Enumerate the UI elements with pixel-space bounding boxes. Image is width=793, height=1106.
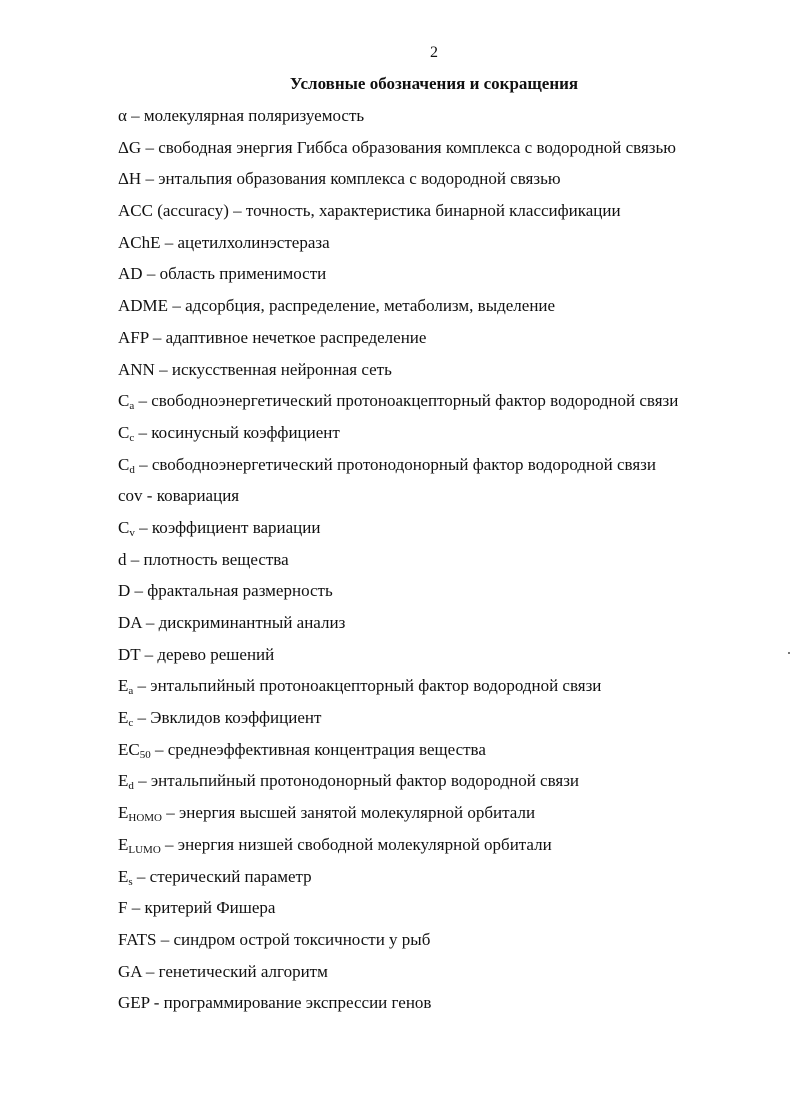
abbreviation-term: α bbox=[118, 106, 127, 125]
abbreviation-definition: генетический алгоритм bbox=[158, 961, 328, 981]
abbreviation-separator: – bbox=[126, 549, 144, 569]
abbreviation-entry bbox=[118, 296, 778, 328]
abbreviation-entry bbox=[118, 803, 778, 835]
abbreviation-definition: энергия низшей свободной молекулярной орбитали bbox=[177, 834, 552, 854]
abbreviation-separator: – bbox=[148, 327, 166, 347]
abbreviation-entry bbox=[118, 455, 778, 487]
abbreviation-subscript: HOMO bbox=[128, 812, 163, 825]
abbreviation-separator: – bbox=[156, 929, 174, 949]
abbreviation-entry bbox=[118, 423, 778, 455]
abbreviation-subscript: a bbox=[129, 400, 135, 413]
abbreviation-entry bbox=[118, 264, 778, 296]
abbreviation-definition: среднеэффективная концентрация вещества bbox=[167, 739, 486, 759]
abbreviation-term: E bbox=[118, 676, 129, 696]
abbreviation-definition: свободная энергия Гиббса образования комплекса с водородной связью bbox=[158, 137, 676, 157]
abbreviation-definition: критерий Фишера bbox=[144, 898, 276, 918]
abbreviation-subscript: v bbox=[129, 526, 135, 539]
abbreviation-definition: свободноэнергетический протоноакцепторный фактор водородной связи bbox=[151, 391, 679, 411]
abbreviation-term: E bbox=[118, 834, 129, 854]
abbreviation-separator: – bbox=[141, 613, 159, 632]
abbreviation-separator: – bbox=[162, 803, 180, 823]
abbreviation-term: DA bbox=[118, 613, 142, 632]
abbreviation-term: EC bbox=[118, 739, 140, 759]
abbreviation-entry bbox=[118, 581, 778, 613]
abbreviation-term: AChE bbox=[118, 232, 161, 252]
abbreviation-entry bbox=[118, 613, 778, 645]
abbreviation-term: D bbox=[118, 581, 131, 601]
abbreviation-entry bbox=[118, 233, 778, 265]
abbreviation-separator: – bbox=[140, 644, 158, 664]
abbreviation-definition: фрактальная размерность bbox=[147, 581, 333, 601]
abbreviation-list bbox=[118, 106, 778, 1025]
abbreviation-definition: адсорбция, распределение, метаболизм, выделение bbox=[185, 296, 556, 316]
abbreviation-separator: – bbox=[133, 676, 151, 696]
abbreviation-entry bbox=[118, 360, 778, 392]
abbreviation-separator: – bbox=[168, 296, 186, 316]
abbreviation-definition: энергия высшей занятой молекулярной орбитали bbox=[179, 803, 536, 823]
abbreviation-separator: – bbox=[134, 391, 152, 411]
abbreviation-entry bbox=[118, 518, 778, 550]
abbreviation-entry bbox=[118, 486, 778, 518]
abbreviation-separator: – bbox=[160, 834, 178, 854]
abbreviation-definition: область применимости bbox=[159, 264, 327, 284]
abbreviation-subscript: c bbox=[129, 431, 135, 444]
abbreviation-subscript: LUMO bbox=[128, 843, 161, 856]
abbreviation-term: ADME bbox=[118, 296, 169, 316]
abbreviation-definition: дискриминантный анализ bbox=[158, 613, 346, 632]
abbreviation-entry bbox=[118, 391, 778, 423]
abbreviation-subscript: d bbox=[129, 463, 135, 476]
abbreviation-term: d bbox=[118, 549, 127, 569]
abbreviation-definition: ковариация bbox=[156, 486, 240, 506]
abbreviation-definition: коэффициент вариации bbox=[151, 517, 321, 537]
abbreviation-entry bbox=[118, 708, 778, 740]
abbreviation-entry bbox=[118, 201, 778, 233]
abbreviation-term: FATS bbox=[118, 929, 157, 949]
abbreviation-definition: энтальпийный протоноакцепторный фактор водородной связи bbox=[150, 676, 602, 696]
abbreviation-entry bbox=[118, 328, 778, 360]
abbreviation-term: ΔH bbox=[118, 169, 142, 189]
abbreviation-separator: - bbox=[142, 486, 157, 506]
abbreviation-definition: синдром острой токсичности у рыб bbox=[173, 929, 431, 949]
abbreviation-separator: – bbox=[141, 961, 159, 981]
abbreviation-subscript: 50 bbox=[139, 748, 151, 761]
abbreviation-term: E bbox=[118, 803, 129, 823]
abbreviation-term: AFP bbox=[118, 327, 149, 347]
abbreviation-entry bbox=[118, 169, 778, 201]
abbreviation-definition: ацетилхолинэстераза bbox=[177, 232, 330, 252]
abbreviation-definition: молекулярная поляризуемость bbox=[143, 106, 365, 125]
abbreviation-term: C bbox=[118, 391, 130, 411]
abbreviation-separator: – bbox=[126, 106, 144, 125]
page-title: Условные обозначения и сокращения bbox=[289, 74, 579, 93]
abbreviation-separator: – bbox=[134, 422, 152, 442]
abbreviation-separator: – bbox=[141, 169, 159, 189]
scan-dot bbox=[788, 652, 790, 654]
abbreviation-term: ANN bbox=[118, 359, 155, 379]
abbreviation-term: DT bbox=[118, 644, 141, 664]
abbreviation-definition: стерический параметр bbox=[149, 866, 312, 886]
abbreviation-entry bbox=[118, 138, 778, 170]
abbreviation-separator: – bbox=[132, 866, 150, 886]
abbreviation-subscript: c bbox=[128, 717, 134, 730]
abbreviation-separator: – bbox=[150, 739, 168, 759]
abbreviation-term: E bbox=[118, 708, 129, 728]
abbreviation-entry bbox=[118, 771, 778, 803]
abbreviation-subscript: a bbox=[128, 685, 134, 698]
abbreviation-separator: – bbox=[154, 359, 172, 379]
abbreviation-separator: – bbox=[130, 581, 148, 601]
abbreviation-separator: – bbox=[160, 232, 178, 252]
abbreviation-entry bbox=[118, 550, 778, 582]
abbreviation-definition: программирование экспрессии генов bbox=[163, 993, 432, 1013]
abbreviation-definition: дерево решений bbox=[157, 644, 275, 664]
abbreviation-separator: – bbox=[134, 454, 152, 474]
abbreviation-separator: – bbox=[133, 771, 151, 791]
abbreviation-term: C bbox=[118, 422, 130, 442]
abbreviation-term: AD bbox=[118, 264, 143, 284]
abbreviation-entry bbox=[118, 740, 778, 772]
abbreviation-term: cov bbox=[118, 486, 143, 506]
abbreviation-term: GEP bbox=[118, 993, 150, 1013]
abbreviation-entry bbox=[118, 645, 778, 677]
abbreviation-separator: – bbox=[141, 137, 159, 157]
abbreviation-term: C bbox=[118, 517, 130, 537]
abbreviation-separator: – bbox=[228, 201, 246, 221]
abbreviation-entry bbox=[118, 676, 778, 708]
abbreviation-subscript: d bbox=[128, 780, 134, 793]
abbreviation-definition: энтальпия образования комплекса с водородной связью bbox=[158, 169, 561, 189]
abbreviation-entry bbox=[118, 993, 778, 1025]
abbreviation-entry bbox=[118, 962, 778, 994]
abbreviation-separator: – bbox=[134, 517, 152, 537]
abbreviation-definition: точность, характеристика бинарной классификации bbox=[245, 201, 621, 221]
page-number: 2 bbox=[430, 44, 438, 61]
abbreviation-entry bbox=[118, 106, 778, 138]
abbreviation-definition: адаптивное нечеткое распределение bbox=[165, 327, 427, 347]
abbreviation-entry bbox=[118, 898, 778, 930]
abbreviation-subscript: s bbox=[128, 875, 133, 888]
abbreviation-term: E bbox=[118, 771, 129, 791]
abbreviation-definition: искусственная нейронная сеть bbox=[171, 359, 392, 379]
abbreviation-entry bbox=[118, 835, 778, 867]
abbreviation-separator: – bbox=[133, 708, 151, 728]
abbreviation-entry bbox=[118, 867, 778, 899]
abbreviation-term: F bbox=[118, 898, 128, 918]
abbreviation-term: GA bbox=[118, 961, 142, 981]
abbreviation-separator: – bbox=[142, 264, 160, 284]
abbreviation-definition: плотность вещества bbox=[143, 549, 289, 569]
abbreviation-separator: – bbox=[127, 898, 145, 918]
abbreviation-entry bbox=[118, 930, 778, 962]
abbreviation-definition: Эвклидов коэффициент bbox=[150, 708, 322, 728]
abbreviation-term: ACC (accuracy) bbox=[118, 201, 229, 221]
abbreviation-term: C bbox=[118, 454, 130, 474]
abbreviation-definition: свободноэнергетический протонодонорный фактор водородной связи bbox=[151, 454, 656, 474]
abbreviation-definition: энтальпийный протонодонорный фактор водородной связи bbox=[150, 771, 580, 791]
abbreviation-separator: - bbox=[149, 993, 164, 1013]
abbreviation-definition: косинусный коэффициент bbox=[151, 422, 340, 442]
abbreviation-term: ΔG bbox=[118, 137, 142, 157]
abbreviation-term: E bbox=[118, 866, 129, 886]
